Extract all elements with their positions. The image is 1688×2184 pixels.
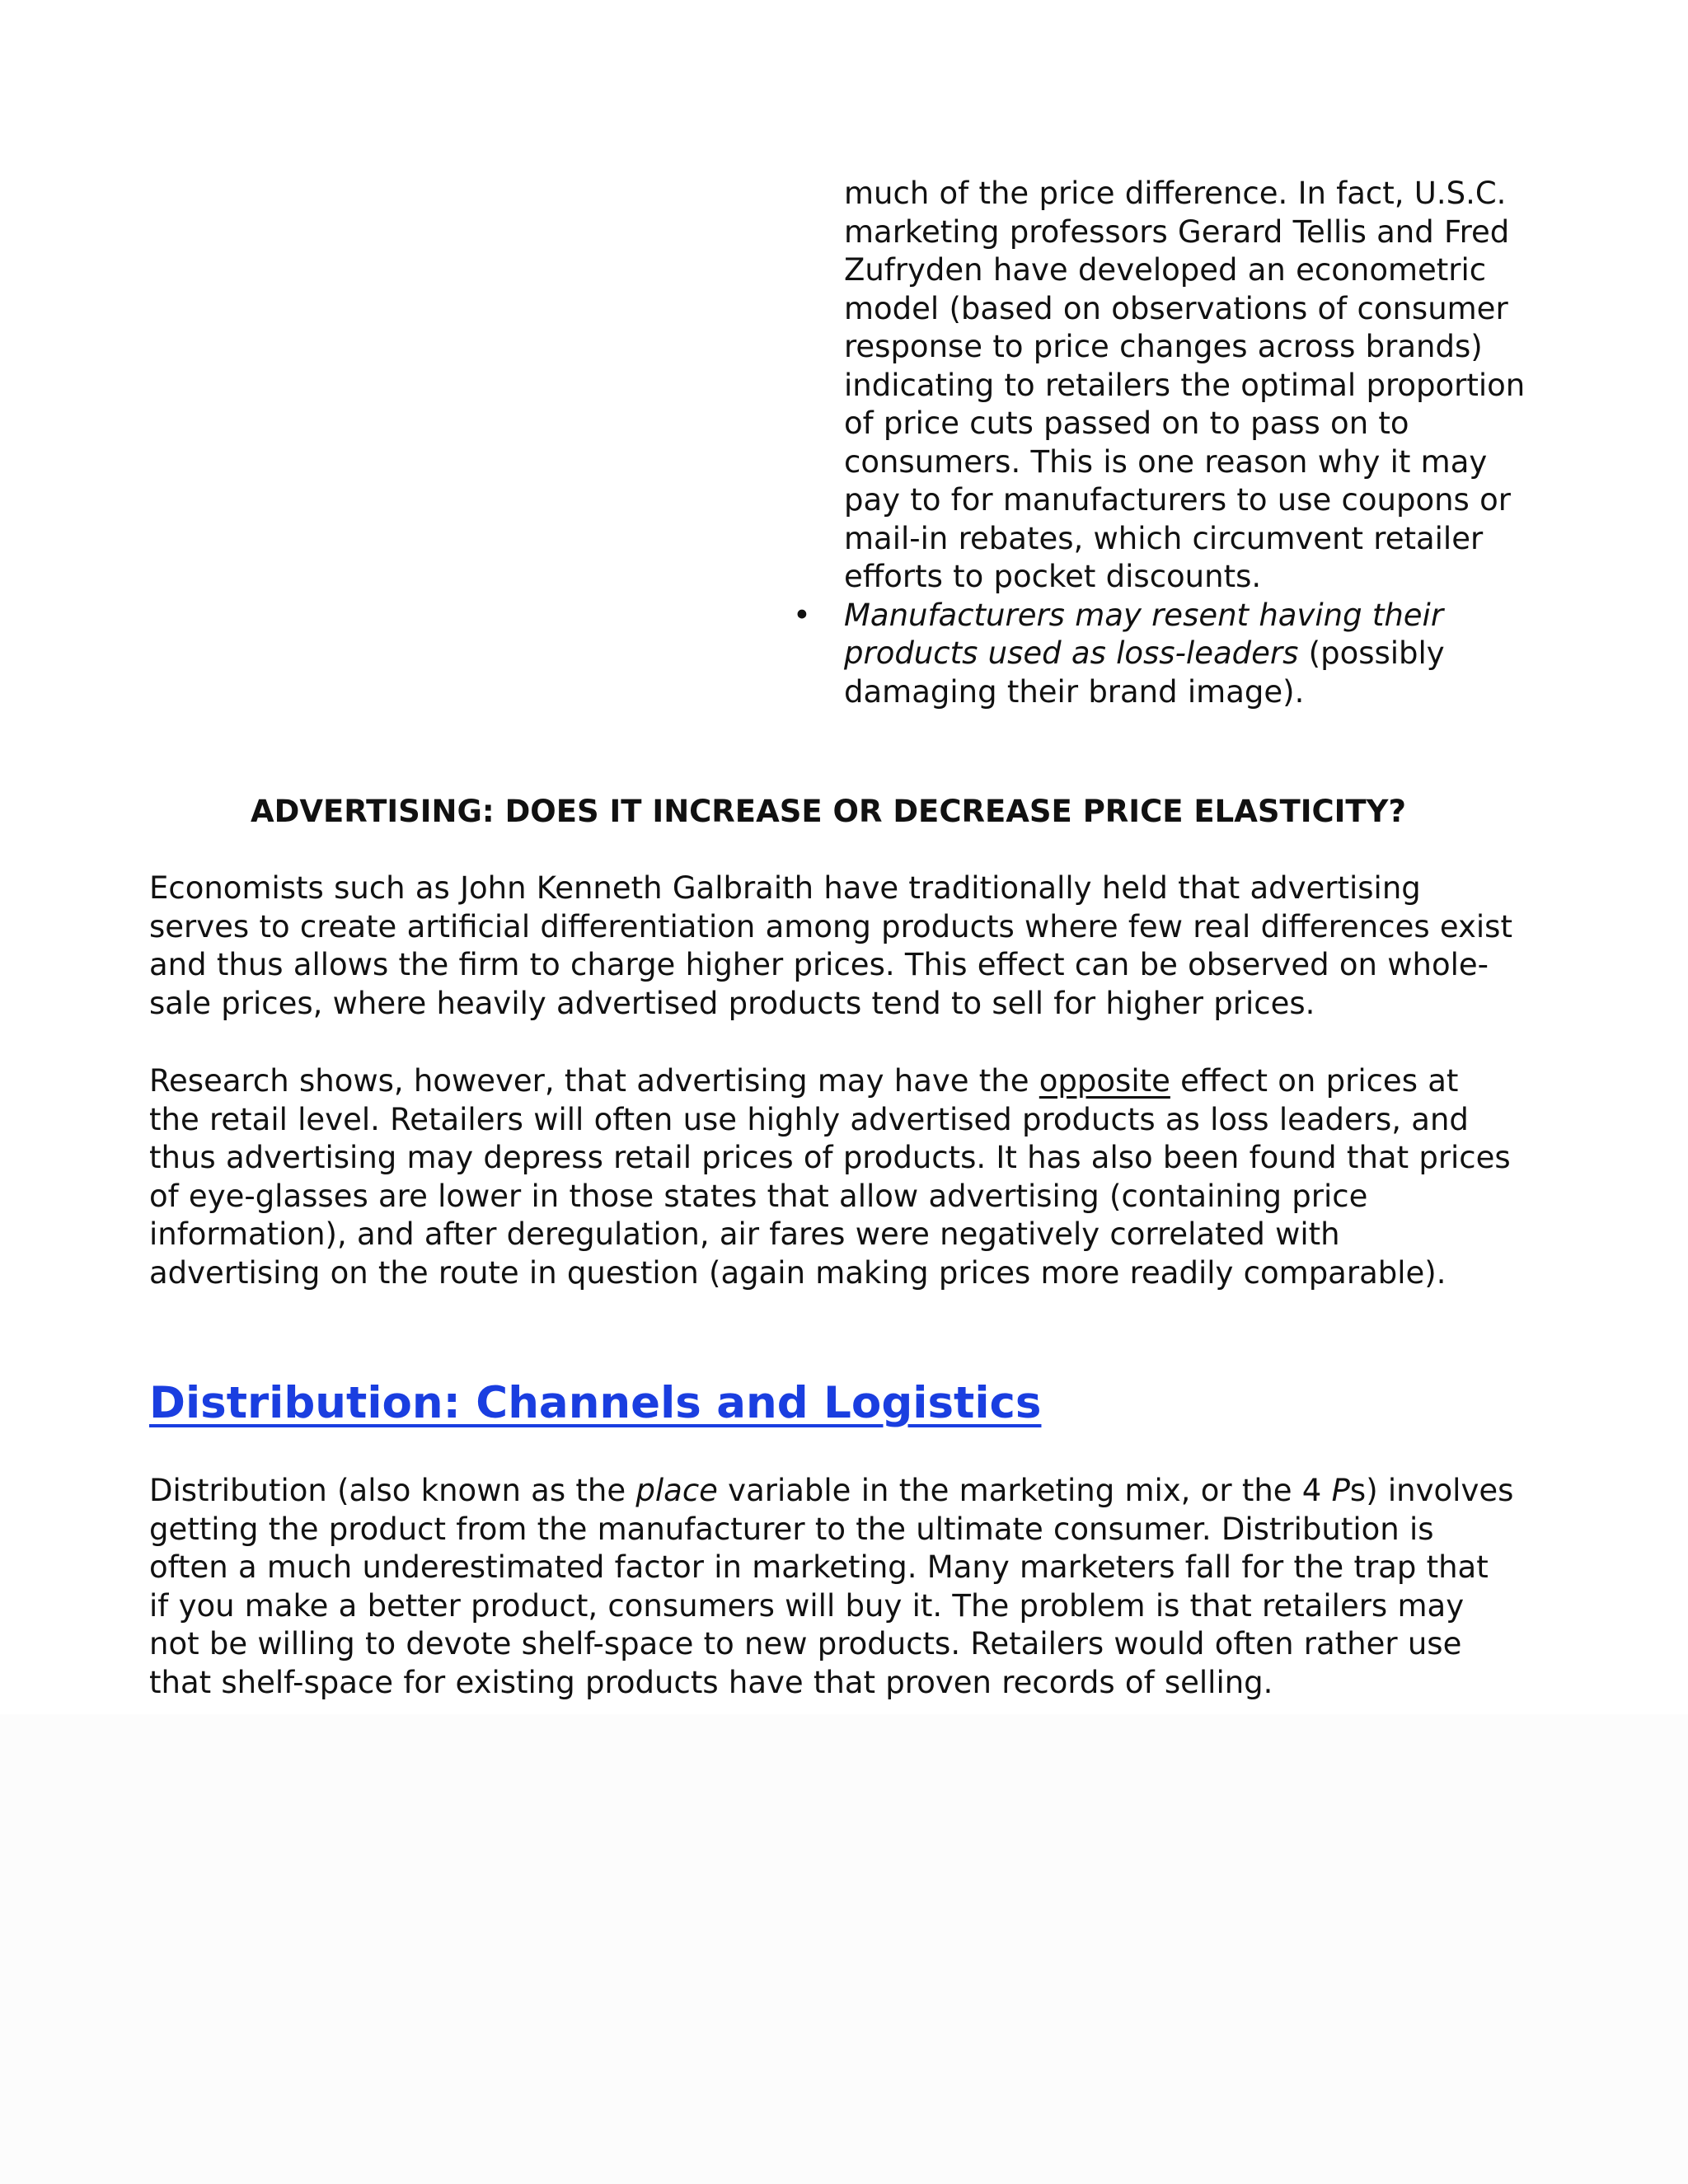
research-text-before: Research shows, however, that advertising may have the (149, 1063, 1039, 1099)
p-italic: P (1331, 1473, 1350, 1508)
distribution-text-middle: variable in the marketing mix, or the 4 (717, 1473, 1332, 1508)
opposite-underlined: opposite (1039, 1063, 1170, 1099)
advertising-heading: ADVERTISING: DOES IT INCREASE OR DECREASE PRICE ELASTICITY? (251, 794, 1406, 829)
galbraith-paragraph: Economists such as John Kenneth Galbraith have traditionally held that advertising serves to create artificial differentiation among products where few real differences exist and thus allows the firm to charge higher prices. This effect can be observed on whole-sale prices, where heavily advertised products tend to sell for higher prices. (149, 870, 1512, 1021)
bullet-item (793, 597, 1553, 712)
bullet-marker: • (793, 597, 811, 633)
distribution-text-before: Distribution (also known as the (149, 1473, 636, 1508)
bullet-italic-text: Manufacturers may resent having their products used as loss-leaders (844, 597, 1444, 671)
research-paragraph (149, 1062, 1517, 1292)
distribution-text-after: s) involves getting the product from the manufacturer to the ultimate consumer. Distribution is often a much underestimated factor in marketing. Many marketers fall for the trap that if you make a better product, consumers will buy it. The problem is that retailers may not be willing to devote shelf-space to new products. Retailers would often rather use that shelf-space for existing products have that proven records of selling. (149, 1473, 1514, 1700)
continued-paragraph: much of the price difference. In fact, U.S.C. marketing professors Gerard Tellis and Fred Zufryden have developed an econometric model (based on observations of consumer response to price changes across brands) indicating to retailers the optimal proportion of price cuts passed on to pass on to consumers. This is one reason why it may pay to for manufacturers to use coupons or mail-in rebates, which circumvent retailer efforts to pocket discounts. (844, 176, 1526, 594)
place-italic: place (635, 1473, 718, 1508)
distribution-heading-link[interactable]: Distribution: Channels and Logistics (149, 1378, 1042, 1428)
research-text-after: effect on prices at the retail level. Retailers will often use highly advertised products as loss leaders, and thus advertising may depress retail prices of products. It has also been found that prices of eye-glasses are lower in those states that allow advertising (containing price information), and after deregulation, air fares were negatively correlated with advertising on the route in question (again making prices more readily comparable). (149, 1063, 1511, 1291)
continued-column (793, 175, 1553, 711)
page-bottom-shade (0, 1714, 1688, 2184)
distribution-paragraph (149, 1472, 1517, 1702)
bullet-rest-text: (possibly damaging their brand image). (844, 635, 1445, 710)
